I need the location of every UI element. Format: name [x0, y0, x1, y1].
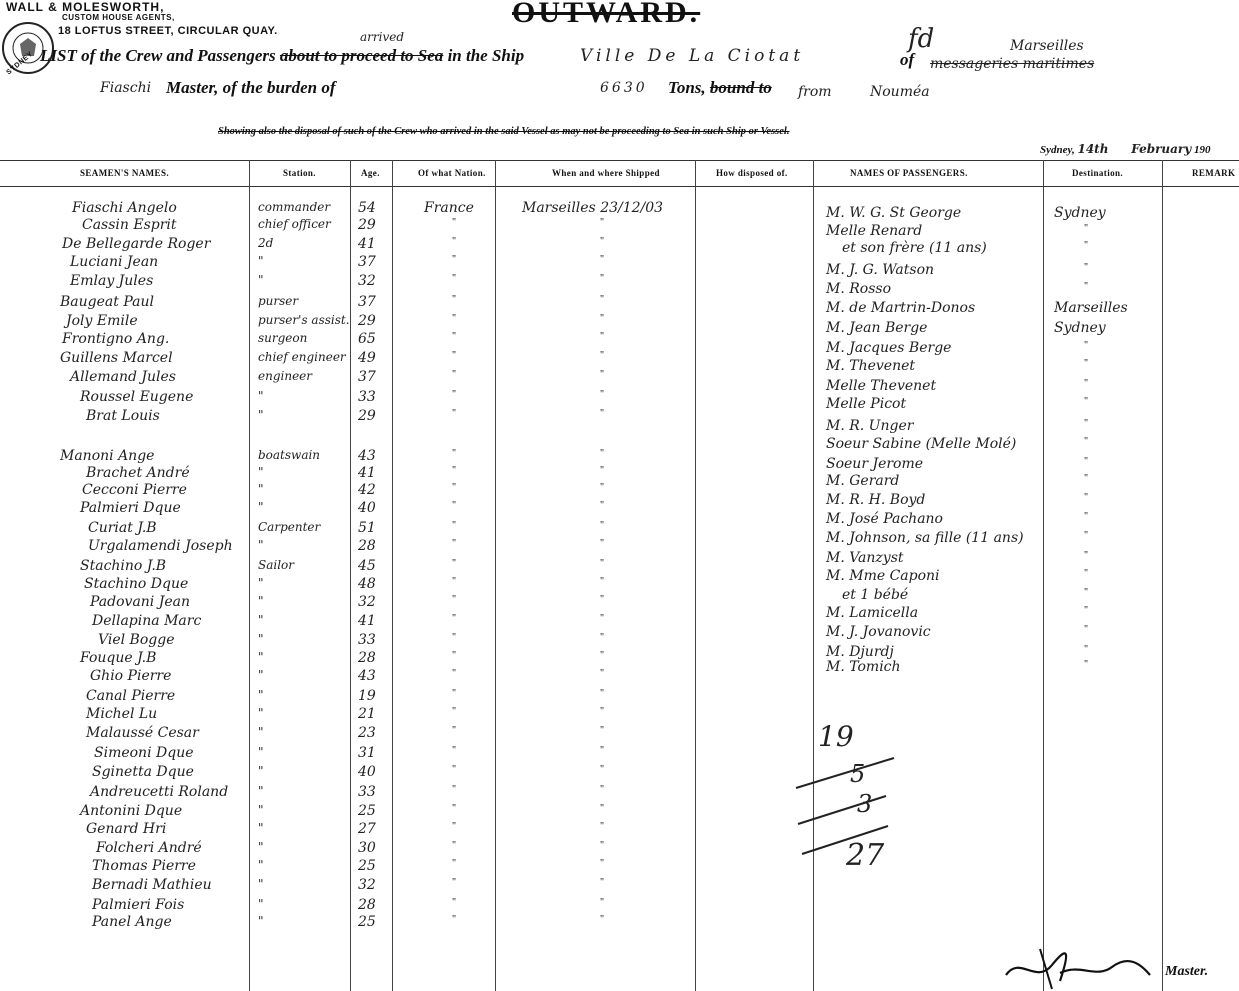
- passenger-name: Soeur Jerome: [826, 456, 924, 472]
- passenger-destination: Sydney: [1054, 205, 1106, 221]
- crew-name: Michel Lu: [86, 706, 158, 722]
- crew-name: Panel Ange: [92, 914, 172, 930]
- crew-age: 28: [358, 538, 376, 554]
- crew-station: engineer: [258, 369, 313, 383]
- crew-station: ": [258, 725, 264, 739]
- crew-station: purser's assist.: [258, 313, 350, 327]
- agent-name: WALL & MOLESWORTH,: [6, 0, 165, 14]
- line2-tons-label: [668, 78, 772, 98]
- line1-text-a: LIST of the Crew and Passengers: [40, 46, 276, 65]
- crew-nation: ": [452, 448, 457, 459]
- agent-address: 18 LOFTUS STREET, CIRCULAR QUAY.: [58, 25, 278, 37]
- crew-shipped: ": [600, 408, 605, 419]
- crew-age: 21: [358, 706, 376, 722]
- port-name: Marseilles: [1010, 38, 1084, 54]
- crew-age: 28: [358, 897, 376, 913]
- crew-name: De Bellegarde Roger: [62, 236, 211, 252]
- crew-shipped: ": [600, 784, 605, 795]
- crew-shipped: ": [600, 331, 605, 342]
- crew-nation: ": [452, 465, 457, 476]
- passenger-destination: ": [1084, 223, 1089, 234]
- passenger-name: et 1 bébé: [842, 587, 909, 603]
- crew-nation: ": [452, 558, 457, 569]
- crew-age: 29: [358, 217, 376, 233]
- passenger-name: M. de Martrin-Donos: [826, 300, 976, 316]
- crew-station: ": [258, 821, 264, 835]
- crew-station: ": [258, 254, 264, 268]
- crew-station: ": [258, 613, 264, 627]
- crew-age: 45: [358, 558, 376, 574]
- passenger-destination: ": [1084, 396, 1089, 407]
- disposal-note-struck: Showing also the disposal of such of the Crew who arrived in the said Vessel as may not be proceeding to Sea in such Ship or Vessel.: [218, 126, 790, 137]
- crew-shipped: ": [600, 558, 605, 569]
- crew-station: ": [258, 668, 264, 682]
- crew-nation: ": [452, 650, 457, 661]
- crew-nation: ": [452, 668, 457, 679]
- crew-name: Viel Bogge: [98, 632, 175, 648]
- crew-shipped: ": [600, 273, 605, 284]
- crew-nation: ": [452, 217, 457, 228]
- crew-nation: ": [452, 576, 457, 587]
- crew-shipped: ": [600, 821, 605, 832]
- crew-shipped: ": [600, 369, 605, 380]
- passenger-name: M. Tomich: [826, 659, 901, 675]
- crew-age: 51: [358, 520, 376, 536]
- crew-age: 41: [358, 465, 376, 481]
- crew-nation: ": [452, 897, 457, 908]
- crew-name: Padovani Jean: [90, 594, 190, 610]
- official-initials: fd: [908, 24, 935, 54]
- crew-shipped: ": [600, 668, 605, 679]
- crew-name: Palmieri Fois: [92, 897, 185, 913]
- crew-nation: ": [452, 350, 457, 361]
- tally-passengers-a: 5: [850, 760, 866, 788]
- col-disposed: How disposed of.: [716, 168, 788, 178]
- crew-shipped: ": [600, 706, 605, 717]
- crew-shipped: ": [600, 840, 605, 851]
- crew-nation: ": [452, 914, 457, 925]
- crew-age: 43: [358, 668, 376, 684]
- crew-name: Emlay Jules: [70, 273, 154, 289]
- crew-age: 49: [358, 350, 376, 366]
- crew-age: 40: [358, 764, 376, 780]
- crew-shipped: ": [600, 650, 605, 661]
- passenger-name: Melle Picot: [826, 396, 907, 412]
- crew-shipped: ": [600, 914, 605, 925]
- crew-shipped: ": [600, 688, 605, 699]
- passenger-destination: ": [1084, 473, 1089, 484]
- date-line: [1040, 142, 1210, 156]
- crew-shipped: Marseilles 23/12/03: [522, 200, 664, 216]
- crew-name: Baugeat Paul: [60, 294, 154, 310]
- col-divider: [249, 160, 250, 991]
- crew-nation: ": [452, 236, 457, 247]
- passenger-destination: ": [1084, 358, 1089, 369]
- crew-station: 2d: [258, 236, 274, 250]
- crew-name: Guillens Marcel: [60, 350, 173, 366]
- tons-value: 6630: [600, 80, 648, 96]
- date-year: 190: [1193, 144, 1211, 156]
- line1-inserted: arrived: [360, 30, 405, 44]
- crew-name: Stachino J.B: [80, 558, 167, 574]
- passenger-name: M. W. G. St George: [826, 205, 962, 221]
- date-day: 14th: [1077, 142, 1109, 156]
- crew-name: Luciani Jean: [70, 254, 159, 270]
- crew-name: Andreucetti Roland: [90, 784, 229, 800]
- crew-station: ": [258, 482, 264, 496]
- crew-age: 23: [358, 725, 376, 741]
- passenger-destination: ": [1084, 418, 1089, 429]
- col-divider: [392, 160, 393, 991]
- passenger-name: M. Jacques Berge: [826, 340, 952, 356]
- crew-shipped: ": [600, 576, 605, 587]
- crew-shipped: ": [600, 745, 605, 756]
- crew-age: 65: [358, 331, 376, 347]
- crew-station: ": [258, 408, 264, 422]
- crew-age: 48: [358, 576, 376, 592]
- passenger-destination: ": [1084, 456, 1089, 467]
- crew-shipped: ": [600, 538, 605, 549]
- crew-station: commander: [258, 200, 331, 214]
- crew-age: 33: [358, 784, 376, 800]
- crew-shipped: ": [600, 632, 605, 643]
- crew-shipped: ": [600, 236, 605, 247]
- crew-station: chief officer: [258, 217, 331, 231]
- crew-age: 32: [358, 594, 376, 610]
- crew-nation: ": [452, 858, 457, 869]
- passenger-name: M. Jean Berge: [826, 320, 928, 336]
- crew-station: ": [258, 465, 264, 479]
- crew-age: 25: [358, 914, 376, 930]
- col-remarks: REMARK: [1192, 168, 1236, 178]
- crew-age: 40: [358, 500, 376, 516]
- crew-nation: ": [452, 520, 457, 531]
- crew-shipped: ": [600, 520, 605, 531]
- crew-name: Allemand Jules: [70, 369, 176, 385]
- crew-station: ": [258, 897, 264, 911]
- passenger-destination: ": [1084, 436, 1089, 447]
- crew-shipped: ": [600, 389, 605, 400]
- passenger-name: M. Gerard: [826, 473, 900, 489]
- crew-name: Fiaschi Angelo: [72, 200, 177, 216]
- crew-station: chief engineer: [258, 350, 346, 364]
- crew-age: 29: [358, 313, 376, 329]
- crew-shipped: ": [600, 594, 605, 605]
- line1-text-b: in the Ship: [447, 46, 525, 65]
- crew-station: ": [258, 688, 264, 702]
- stamp-text: SYDNEY: [5, 50, 35, 77]
- crew-name: Ghio Pierre: [90, 668, 172, 684]
- crew-nation: ": [452, 877, 457, 888]
- crew-age: 25: [358, 803, 376, 819]
- passenger-name: M. Rosso: [826, 281, 892, 297]
- crew-station: ": [258, 877, 264, 891]
- crew-shipped: ": [600, 897, 605, 908]
- tally-crew: 19: [818, 720, 854, 753]
- crew-shipped: ": [600, 482, 605, 493]
- crew-nation: ": [452, 840, 457, 851]
- crew-station: ": [258, 840, 264, 854]
- passenger-destination: ": [1084, 550, 1089, 561]
- tally-total: 27: [846, 838, 885, 873]
- crew-nation: ": [452, 538, 457, 549]
- crew-name: Cecconi Pierre: [82, 482, 187, 498]
- crew-name: Sginetta Dque: [92, 764, 194, 780]
- from-label: from: [798, 84, 832, 100]
- passenger-destination: ": [1084, 281, 1089, 292]
- passenger-destination: Sydney: [1054, 320, 1106, 336]
- crew-age: 30: [358, 840, 376, 856]
- crew-age: 28: [358, 650, 376, 666]
- col-seamen-names: SEAMEN'S NAMES.: [80, 168, 170, 178]
- passenger-name: M. José Pachano: [826, 511, 943, 527]
- passenger-destination: ": [1084, 644, 1089, 655]
- crew-station: ": [258, 594, 264, 608]
- crew-age: 29: [358, 408, 376, 424]
- crew-nation: ": [452, 369, 457, 380]
- crew-shipped: ": [600, 448, 605, 459]
- table-header-rule: [0, 186, 1239, 187]
- crew-nation: ": [452, 273, 457, 284]
- crew-station: Carpenter: [258, 520, 321, 534]
- passenger-destination: ": [1084, 378, 1089, 389]
- crew-name: Fouque J.B: [80, 650, 157, 666]
- crew-name: Urgalamendi Joseph: [88, 538, 233, 554]
- crew-station: surgeon: [258, 331, 308, 345]
- passenger-destination: ": [1084, 262, 1089, 273]
- passenger-destination: ": [1084, 624, 1089, 635]
- crew-name: Frontigno Ang.: [62, 331, 170, 347]
- master-label: Master.: [1165, 964, 1209, 979]
- passenger-name: M. Djurdj: [826, 644, 894, 660]
- crew-name: Stachino Dque: [84, 576, 189, 592]
- crew-shipped: ": [600, 350, 605, 361]
- crew-nation: ": [452, 594, 457, 605]
- crew-age: 43: [358, 448, 376, 464]
- passenger-destination: ": [1084, 530, 1089, 541]
- col-divider: [350, 160, 351, 991]
- passenger-destination: ": [1084, 587, 1089, 598]
- date-month: February: [1131, 142, 1192, 156]
- col-divider: [1162, 160, 1163, 991]
- col-divider: [695, 160, 696, 991]
- crew-nation: ": [452, 482, 457, 493]
- crew-name: Brat Louis: [86, 408, 160, 424]
- crew-station: boatswain: [258, 448, 321, 462]
- crew-shipped: ": [600, 803, 605, 814]
- crew-shipped: ": [600, 725, 605, 736]
- passenger-name: M. J. G. Watson: [826, 262, 935, 278]
- crew-name: Cassin Esprit: [82, 217, 177, 233]
- passenger-name: Melle Renard: [826, 223, 923, 239]
- crew-station: ": [258, 650, 264, 664]
- date-place: Sydney,: [1040, 144, 1075, 156]
- crew-age: 37: [358, 369, 376, 385]
- crew-name: Brachet André: [86, 465, 190, 481]
- passenger-name: Soeur Sabine (Melle Molé): [826, 436, 1017, 452]
- line1-struck: about to proceed to Sea: [279, 46, 444, 65]
- passenger-name: et son frère (11 ans): [842, 240, 987, 256]
- crew-nation: ": [452, 632, 457, 643]
- passenger-name: Melle Thevenet: [826, 378, 937, 394]
- crew-station: ": [258, 273, 264, 287]
- passenger-destination: ": [1084, 659, 1089, 670]
- crew-shipped: ": [600, 877, 605, 888]
- crew-name: Antonini Dque: [80, 803, 183, 819]
- crew-name: Manoni Ange: [60, 448, 155, 464]
- crew-nation: ": [452, 500, 457, 511]
- passenger-name: M. Lamicella: [826, 605, 919, 621]
- crew-shipped: ": [600, 764, 605, 775]
- crew-nation: ": [452, 294, 457, 305]
- crew-shipped: ": [600, 858, 605, 869]
- col-passengers: NAMES OF PASSENGERS.: [850, 168, 968, 178]
- crew-station: ": [258, 632, 264, 646]
- bound-struck: bound to: [709, 78, 772, 97]
- crew-nation: ": [452, 725, 457, 736]
- crew-nation: ": [452, 408, 457, 419]
- crew-nation: ": [452, 313, 457, 324]
- crew-nation: France: [424, 200, 474, 216]
- form-title: OUTWARD.: [512, 0, 701, 29]
- crew-shipped: ": [600, 500, 605, 511]
- crew-age: 42: [358, 482, 376, 498]
- crew-name: Curiat J.B: [88, 520, 157, 536]
- crew-nation: ": [452, 784, 457, 795]
- crew-name: Genard Hri: [86, 821, 167, 837]
- crew-name: Simeoni Dque: [94, 745, 194, 761]
- crew-station: ": [258, 764, 264, 778]
- crew-age: 32: [358, 877, 376, 893]
- passenger-destination: ": [1084, 511, 1089, 522]
- crew-nation: ": [452, 706, 457, 717]
- crew-nation: ": [452, 613, 457, 624]
- crew-shipped: ": [600, 313, 605, 324]
- crew-age: 33: [358, 389, 376, 405]
- crew-nation: ": [452, 688, 457, 699]
- crew-nation: ": [452, 389, 457, 400]
- tally-passengers-b: 3: [857, 790, 873, 818]
- passenger-name: M. R. Unger: [826, 418, 914, 434]
- crew-name: Canal Pierre: [86, 688, 176, 704]
- passenger-destination: Marseilles: [1054, 300, 1128, 316]
- ship-name: Ville De La Ciotat: [580, 46, 805, 66]
- crew-station: ": [258, 706, 264, 720]
- crew-name: Palmieri Dque: [80, 500, 181, 516]
- crew-station: ": [258, 576, 264, 590]
- passenger-destination: ": [1084, 492, 1089, 503]
- crew-station: ": [258, 784, 264, 798]
- crew-nation: ": [452, 254, 457, 265]
- crew-name: Dellapina Marc: [92, 613, 202, 629]
- crew-age: 37: [358, 254, 376, 270]
- tons-label: Tons,: [668, 78, 706, 97]
- line2-text-a: Master, of the burden of: [166, 78, 336, 97]
- col-divider: [495, 160, 496, 991]
- passenger-destination: ": [1084, 605, 1089, 616]
- crew-name: Bernadi Mathieu: [92, 877, 212, 893]
- master-signature: [1000, 945, 1160, 991]
- passenger-destination: ": [1084, 240, 1089, 251]
- passenger-name: M. R. H. Boyd: [826, 492, 926, 508]
- crew-name: Thomas Pierre: [92, 858, 196, 874]
- agent-role: CUSTOM HOUSE AGENTS,: [62, 13, 175, 22]
- crew-station: ": [258, 858, 264, 872]
- crew-name: Roussel Eugene: [80, 389, 194, 405]
- crew-station: ": [258, 389, 264, 403]
- passenger-destination: ": [1084, 340, 1089, 351]
- passenger-name: M. Johnson, sa fille (11 ans): [826, 530, 1024, 546]
- crew-station: Sailor: [258, 558, 295, 572]
- passenger-name: M. Vanzyst: [826, 550, 904, 566]
- col-nation: Of what Nation.: [418, 168, 486, 178]
- crew-shipped: ": [600, 613, 605, 624]
- crew-station: ": [258, 745, 264, 759]
- crew-nation: ": [452, 821, 457, 832]
- crew-age: 37: [358, 294, 376, 310]
- crew-name: Malaussé Cesar: [86, 725, 199, 741]
- col-shipped: When and where Shipped: [552, 168, 660, 178]
- list-heading-line1: [40, 46, 524, 66]
- crew-nation: ": [452, 803, 457, 814]
- crew-age: 19: [358, 688, 376, 704]
- crew-station: ": [258, 500, 264, 514]
- crew-age: 33: [358, 632, 376, 648]
- crew-station: ": [258, 914, 264, 928]
- crew-age: 41: [358, 613, 376, 629]
- col-station: Station.: [283, 168, 316, 178]
- crew-age: 31: [358, 745, 376, 761]
- port-struck: messageries maritimes: [930, 56, 1095, 72]
- passenger-destination: ": [1084, 568, 1089, 579]
- crew-shipped: ": [600, 294, 605, 305]
- passenger-name: M. J. Jovanovic: [826, 624, 931, 640]
- crew-station: purser: [258, 294, 299, 308]
- crew-station: ": [258, 803, 264, 817]
- crew-nation: ": [452, 331, 457, 342]
- crew-age: 25: [358, 858, 376, 874]
- crew-nation: ": [452, 745, 457, 756]
- crew-age: 32: [358, 273, 376, 289]
- col-destination: Destination.: [1072, 168, 1124, 178]
- crew-name: Folcheri André: [96, 840, 202, 856]
- crew-nation: ": [452, 764, 457, 775]
- line1-of: of: [900, 50, 915, 69]
- passenger-name: M. Thevenet: [826, 358, 915, 374]
- table-top-rule: [0, 160, 1239, 161]
- crew-shipped: ": [600, 254, 605, 265]
- col-age: Age.: [361, 168, 380, 178]
- origin-port: Nouméa: [870, 84, 930, 100]
- crew-shipped: ": [600, 465, 605, 476]
- passenger-name: M. Mme Caponi: [826, 568, 940, 584]
- crew-shipped: ": [600, 217, 605, 228]
- col-divider: [1043, 160, 1044, 991]
- master-name: Fiaschi: [100, 80, 152, 96]
- crew-age: 27: [358, 821, 376, 837]
- crew-station: ": [258, 538, 264, 552]
- crew-name: Joly Emile: [66, 313, 138, 329]
- crew-age: 41: [358, 236, 376, 252]
- crew-age: 54: [358, 200, 376, 216]
